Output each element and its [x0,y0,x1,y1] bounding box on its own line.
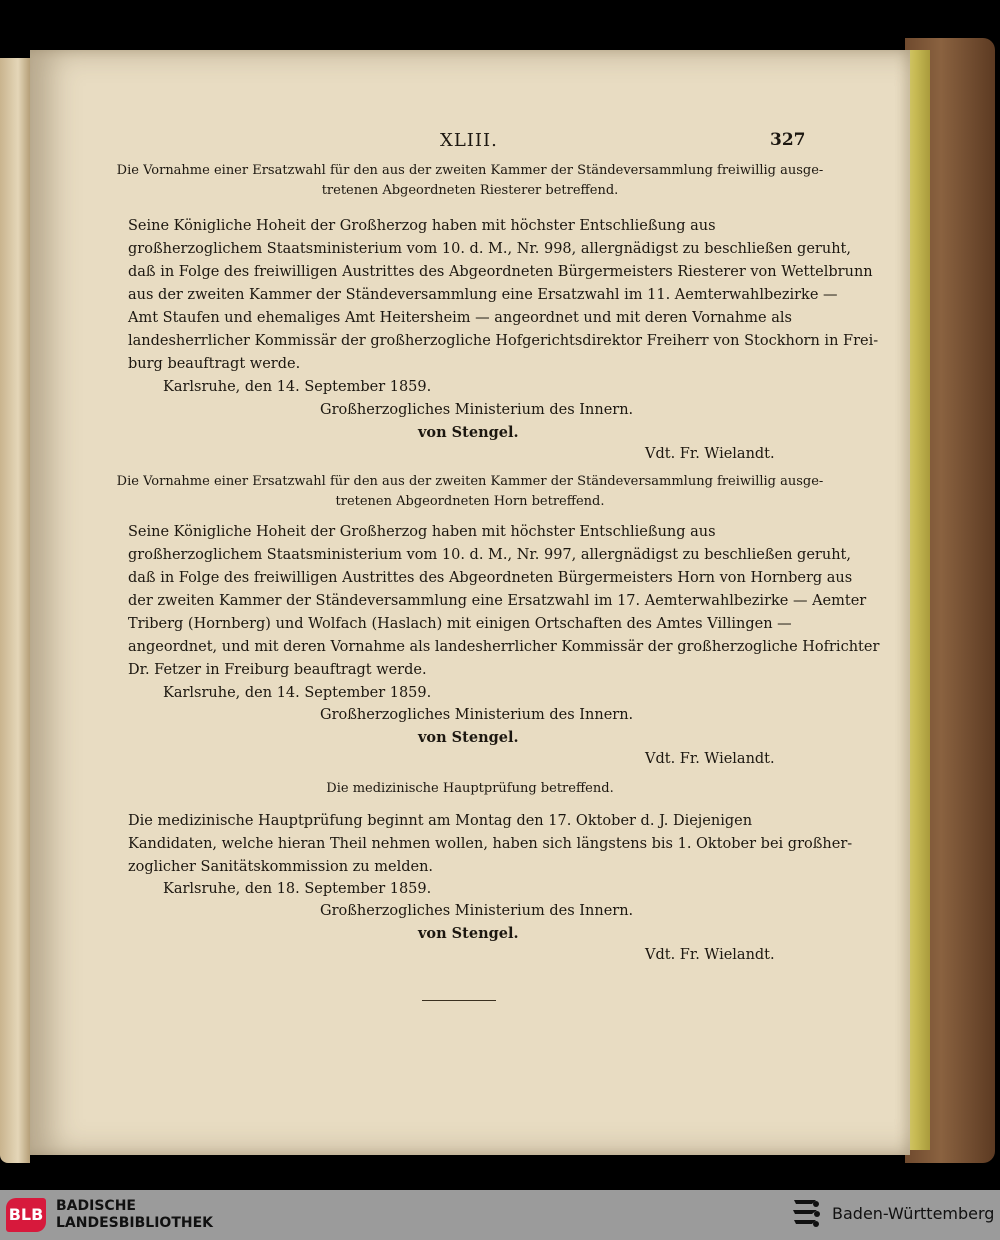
date-line: Karlsruhe, den 14. September 1859. [163,685,432,701]
left-page-edge [0,58,30,1163]
body-line: der zweiten Kammer der Ständeversammlung eine Ersatzwahl im 17. Aemterwahlbezirke — Aemter [128,593,867,609]
body-line: daß in Folge des freiwilligen Austrittes des Abgeordneten Bürgermeisters Riesterer von Wettelbrunn [128,264,873,280]
body-line: Die medizinische Hauptprüfung beginnt am Montag den 17. Oktober d. J. Diejenigen [128,813,753,829]
body-line: großherzoglichem Staatsministerium vom 10. d. M., Nr. 997, allergnädigst zu beschließen geruht, [128,547,851,563]
signer-line: von Stengel. [418,925,519,942]
body-line: Kandidaten, welche hieran Theil nehmen wollen, haben sich längstens bis 1. Oktober bei großher- [128,836,853,852]
closing-rule [422,1000,496,1001]
body-line: Dr. Fetzer in Freiburg beauftragt werde. [128,662,427,678]
body-line: Triberg (Hornberg) und Wolfach (Haslach) mit einigen Ortschaften des Amtes Villingen — [128,616,792,632]
section-roman-numeral: XLIII. [440,130,498,151]
body-line: Seine Königliche Hoheit der Großherzog haben mit höchster Entschließung aus [128,218,716,234]
section-title-line: Die Vornahme einer Ersatzwahl für den aus der zweiten Kammer der Ständeversammlung freiwillig ausge- [116,474,824,489]
date-line: Karlsruhe, den 14. September 1859. [163,379,432,395]
blb-name-line2: LANDESBIBLIOTHEK [56,1215,214,1231]
ministry-line: Großherzogliches Ministerium des Innern. [320,903,634,919]
body-line: Seine Königliche Hoheit der Großherzog haben mit höchster Entschließung aus [128,524,716,540]
blb-name-line1: BADISCHE [56,1198,136,1214]
ministry-line: Großherzogliches Ministerium des Innern. [320,707,634,723]
ministry-line: Großherzogliches Ministerium des Innern. [320,402,634,418]
section-title-line: tretenen Abgeordneten Horn betreffend. [335,494,605,509]
date-line: Karlsruhe, den 18. September 1859. [163,881,432,897]
body-line: aus der zweiten Kammer der Ständeversammlung eine Ersatzwahl im 11. Aemterwahlbezirke — [128,287,838,303]
signer-line: von Stengel. [418,424,519,441]
body-line: burg beauftragt werde. [128,356,301,372]
section-title-line: tretenen Abgeordneten Riesterer betreffend. [321,183,619,198]
section-title-line: Die Vornahme einer Ersatzwahl für den aus der zweiten Kammer der Ständeversammlung freiwillig ausge- [116,163,824,178]
body-line: landesherrlicher Kommissär der großherzogliche Hofgerichtsdirektor Freiherr von Stockhorn in Frei- [128,333,879,349]
section-title-line: Die medizinische Hauptprüfung betreffend. [326,781,614,796]
footer-bar [0,1190,1000,1240]
body-line: daß in Folge des freiwilligen Austrittes des Abgeordneten Bürgermeisters Horn von Hornberg aus [128,570,853,586]
blb-logo[interactable]: BLB [6,1198,46,1232]
vdt-line: Vdt. Fr. Wielandt. [645,947,775,963]
blb-name[interactable] [56,1198,213,1232]
body-line: zoglicher Sanitätskommission zu melden. [128,859,434,875]
signer-line: von Stengel. [418,729,519,746]
bw-lions-icon [790,1196,822,1234]
body-line: angeordnet, und mit deren Vornahme als landesherrlicher Kommissär der großherzogliche Hofrichter [128,639,880,655]
vdt-line: Vdt. Fr. Wielandt. [645,446,775,462]
bw-name[interactable]: Baden-Württemberg [832,1204,995,1223]
body-line: großherzoglichem Staatsministerium vom 10. d. M., Nr. 998, allergnädigst zu beschließen geruht, [128,241,851,257]
body-line: Amt Staufen und ehemaliges Amt Heitersheim — angeordnet und mit deren Vornahme als [128,310,792,326]
vdt-line: Vdt. Fr. Wielandt. [645,751,775,767]
page-number: 327 [770,130,806,150]
